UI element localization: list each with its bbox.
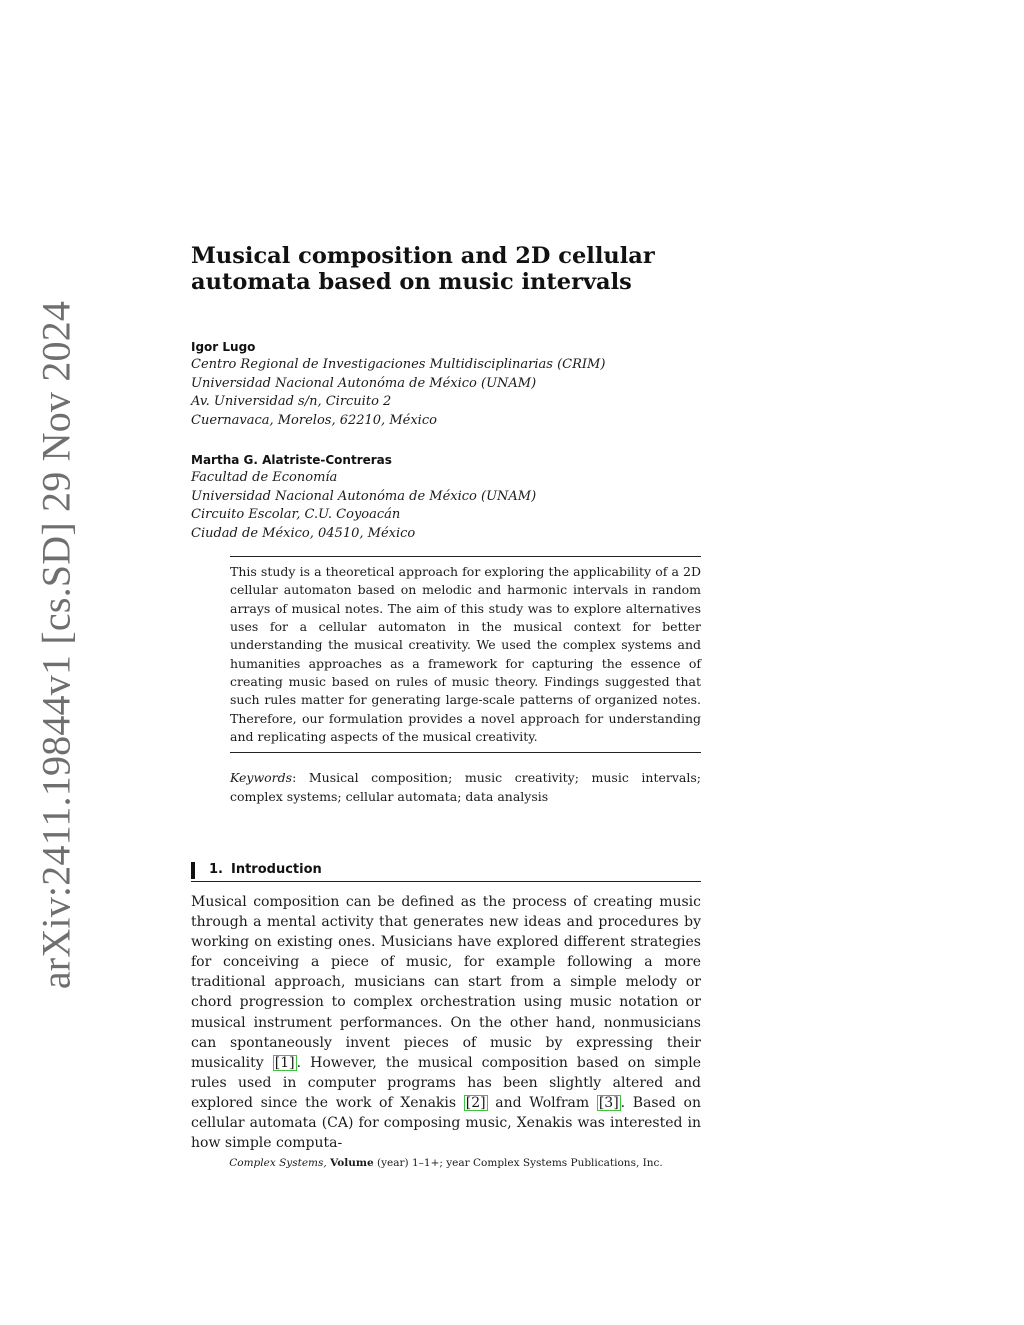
section-title: Introduction — [231, 862, 322, 877]
page-footer — [191, 1156, 701, 1170]
affiliation-line: Universidad Nacional Autonóma de México (UNAM) — [191, 375, 537, 391]
arxiv-identifier-stamp: arXiv:2411.19844v1 [cs.SD] 29 Nov 2024 — [33, 300, 79, 990]
author-name: Igor Lugo — [191, 340, 256, 354]
title-line-1: Musical composition and 2D cellular — [191, 243, 655, 269]
abstract-box — [230, 556, 701, 753]
section-marker-bar — [191, 862, 195, 879]
intro-text: and Wolfram — [487, 1094, 597, 1111]
intro-text: . Based on cellular automata (CA) for composing music, Xenakis was interested in how simple computa- — [191, 1094, 701, 1152]
affiliation-line: Circuito Escolar, C.U. Coyoacán — [191, 507, 401, 522]
affiliation-line: Facultad de Economía — [191, 470, 338, 485]
citation-link-1[interactable]: [1] — [274, 1054, 295, 1071]
footer-rest: (year) 1–1+; year Complex Systems Publications, Inc. — [373, 1157, 663, 1169]
author-block-1 — [191, 338, 711, 430]
abstract-text: This study is a theoretical approach for exploring the applicability of a 2D cellular automaton based on melodic and harmonic intervals in random arrays of musical notes. The aim of this study was to explore alternatives uses for a cellular automaton in the musical context for better understanding the musical creativity. We used the complex systems and humanities approaches as a framework for capturing the essence of creating music based on rules of music theory. Findings suggested that such rules matter for generating large-scale patterns of organized notes. Therefore, our formulation provides a novel approach for understanding and replicating aspects of the musical creativity. — [230, 564, 701, 745]
intro-text: Musical composition can be defined as the process of creating music through a mental activity that generates new ideas and procedures by working on existing ones. Musicians have explored different strategies for conceiving a piece of music, for example following a more traditional approach, musicians can start from a simple melody or chord progression to complex orchestration using music notation or musical instrument performances. On the other hand, nonmusicians can spontaneously invent pieces of music by expressing their musicality — [191, 894, 701, 1071]
affiliation-line: Centro Regional de Investigaciones Multidisciplinarias (CRIM) — [191, 357, 606, 372]
section-number: 1. — [209, 862, 223, 877]
keywords-text: : Musical composition; music creativity; music intervals; complex systems; cellular automata; data analysis — [230, 770, 701, 804]
author-name: Martha G. Alatriste-Contreras — [191, 453, 392, 467]
intro-text: . However, the musical composition based on simple rules used in computer programs has been slightly altered and explored since the work of Xenakis — [191, 1054, 701, 1111]
keywords — [230, 768, 701, 806]
citation-link-2[interactable]: [2] — [465, 1094, 486, 1111]
affiliation-line: Universidad Nacional Autonóma de México (UNAM) — [191, 488, 537, 504]
footer-journal: Complex Systems, — [229, 1157, 327, 1169]
footer-volume-label: Volume — [330, 1157, 374, 1169]
affiliation-line: Av. Universidad s/n, Circuito 2 — [191, 394, 392, 409]
paper-title — [191, 243, 711, 295]
author-block-2 — [191, 451, 711, 543]
section-heading-introduction — [191, 860, 701, 882]
citation-link-3[interactable]: [3] — [598, 1094, 619, 1111]
introduction-paragraph — [191, 892, 701, 1153]
affiliation-line: Cuernavaca, Morelos, 62210, México — [191, 412, 437, 428]
keywords-label: Keywords — [230, 770, 293, 785]
title-line-2: automata based on music intervals — [191, 269, 632, 295]
affiliation-line: Ciudad de México, 04510, México — [191, 525, 416, 541]
